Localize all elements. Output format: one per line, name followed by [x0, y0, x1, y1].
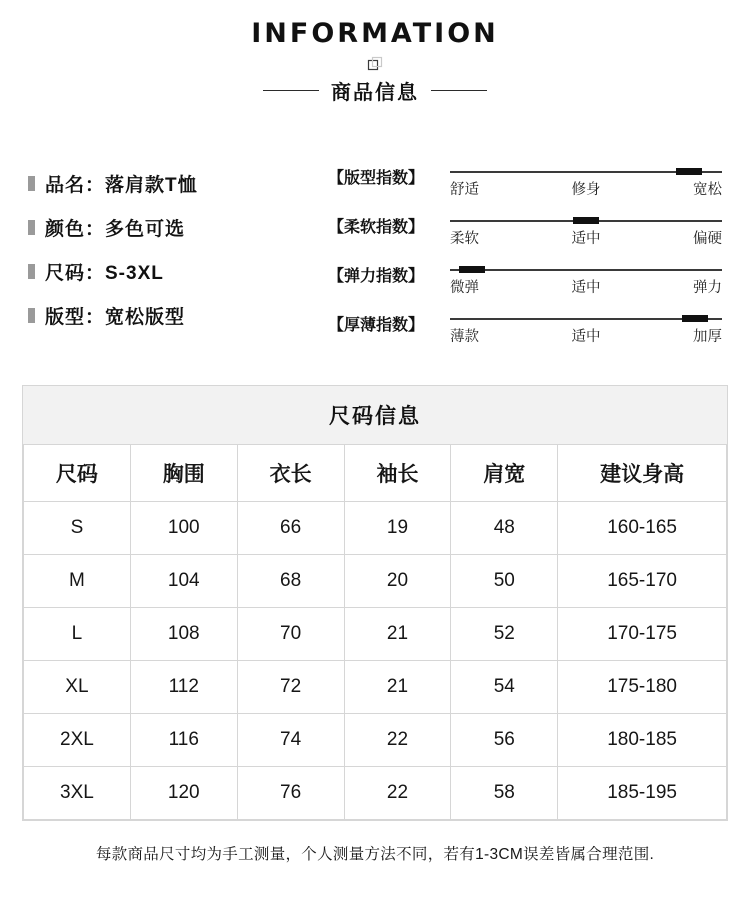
product-attribute-color: 颜色：多色可选 [45, 218, 186, 240]
index-tick: 微弹 [450, 280, 479, 296]
column-header: 袖长 [344, 445, 451, 502]
cell-size: XL [24, 661, 131, 714]
column-header: 衣长 [237, 445, 344, 502]
index-label: 【弹力指数】 [328, 268, 425, 285]
list-item [28, 205, 328, 249]
index-scale [450, 208, 722, 248]
cell-bust: 116 [130, 714, 237, 767]
rule-left [263, 90, 319, 91]
decorative-square-icon [0, 56, 750, 72]
cell-height: 185-195 [558, 767, 727, 820]
cell-size: 2XL [24, 714, 131, 767]
cell-shoulder: 56 [451, 714, 558, 767]
table-row [24, 502, 727, 555]
table-row [24, 661, 727, 714]
index-ticks [450, 227, 722, 248]
column-header: 建议身高 [558, 445, 727, 502]
cell-length: 76 [237, 767, 344, 820]
cell-length: 72 [237, 661, 344, 714]
product-attribute-fit: 版型：宽松版型 [45, 306, 186, 328]
index-label: 【版型指数】 [328, 170, 425, 187]
page-subtitle-row [0, 76, 750, 105]
cell-length: 70 [237, 608, 344, 661]
index-scale [450, 306, 722, 346]
cell-bust: 108 [130, 608, 237, 661]
cell-shoulder: 50 [451, 555, 558, 608]
product-attribute-list [28, 157, 328, 355]
size-table-container [22, 385, 728, 821]
table-row [24, 555, 727, 608]
cell-height: 180-185 [558, 714, 727, 767]
page-header [0, 0, 750, 105]
column-header: 尺码 [24, 445, 131, 502]
index-tick: 适中 [571, 329, 601, 345]
cell-height: 160-165 [558, 502, 727, 555]
page-title-cn: 商品信息 [331, 82, 419, 104]
cell-size: S [24, 502, 131, 555]
page-title-en: INFORMATION [251, 18, 499, 49]
index-track [450, 171, 722, 173]
list-item [28, 161, 328, 205]
index-label: 【厚薄指数】 [328, 317, 425, 334]
index-meter-elasticity [328, 257, 722, 306]
cell-length: 68 [237, 555, 344, 608]
index-label: 【柔软指数】 [328, 219, 425, 236]
rule-right [431, 90, 487, 91]
table-row [24, 714, 727, 767]
bullet-icon [28, 308, 35, 323]
cell-height: 170-175 [558, 608, 727, 661]
cell-shoulder: 54 [451, 661, 558, 714]
cell-shoulder: 48 [451, 502, 558, 555]
index-tick: 薄款 [450, 329, 479, 345]
info-section [0, 157, 750, 355]
cell-bust: 112 [130, 661, 237, 714]
index-tick: 加厚 [693, 329, 722, 345]
bullet-icon [28, 264, 35, 279]
index-tick: 弹力 [693, 280, 722, 296]
index-meter-thickness [328, 306, 722, 355]
index-ticks [450, 325, 722, 346]
table-header-row [24, 445, 727, 502]
measurement-note: 每款商品尺寸均为手工测量，个人测量方法不同，若有1-3CM误差皆属合理范围. [95, 846, 655, 863]
cell-bust: 104 [130, 555, 237, 608]
cell-size: 3XL [24, 767, 131, 820]
index-meter-softness [328, 208, 722, 257]
index-knob [682, 315, 708, 322]
product-attribute-size: 尺码：S-3XL [45, 262, 164, 284]
index-tick: 修身 [571, 182, 601, 198]
index-scale [450, 257, 722, 297]
cell-sleeve: 19 [344, 502, 451, 555]
size-table-title: 尺码信息 [23, 386, 727, 444]
index-knob [459, 266, 485, 273]
cell-size: M [24, 555, 131, 608]
cell-height: 175-180 [558, 661, 727, 714]
bullet-icon [28, 176, 35, 191]
index-tick: 柔软 [450, 231, 479, 247]
index-ticks [450, 276, 722, 297]
index-tick: 适中 [571, 231, 601, 247]
index-tick: 舒适 [450, 182, 479, 198]
cell-height: 165-170 [558, 555, 727, 608]
cell-shoulder: 52 [451, 608, 558, 661]
cell-length: 66 [237, 502, 344, 555]
cell-shoulder: 58 [451, 767, 558, 820]
index-track [450, 220, 722, 222]
index-ticks [450, 178, 722, 199]
index-knob [676, 168, 702, 175]
cell-size: L [24, 608, 131, 661]
index-scale [450, 159, 722, 199]
index-track [450, 269, 722, 271]
bullet-icon [28, 220, 35, 235]
index-tick: 适中 [571, 280, 601, 296]
index-tick: 宽松 [693, 182, 722, 198]
cell-bust: 120 [130, 767, 237, 820]
column-header: 胸围 [130, 445, 237, 502]
cell-sleeve: 20 [344, 555, 451, 608]
list-item [28, 293, 328, 337]
cell-bust: 100 [130, 502, 237, 555]
size-table [23, 444, 727, 820]
column-header: 肩宽 [451, 445, 558, 502]
index-meter-list [328, 157, 722, 355]
cell-length: 74 [237, 714, 344, 767]
cell-sleeve: 21 [344, 661, 451, 714]
cell-sleeve: 22 [344, 767, 451, 820]
list-item [28, 249, 328, 293]
cell-sleeve: 22 [344, 714, 451, 767]
index-knob [573, 217, 599, 224]
product-attribute-name: 品名：落肩款T恤 [45, 174, 198, 196]
table-row [24, 767, 727, 820]
table-row [24, 608, 727, 661]
index-track [450, 318, 722, 320]
index-tick: 偏硬 [693, 231, 722, 247]
cell-sleeve: 21 [344, 608, 451, 661]
index-meter-fit [328, 159, 722, 208]
